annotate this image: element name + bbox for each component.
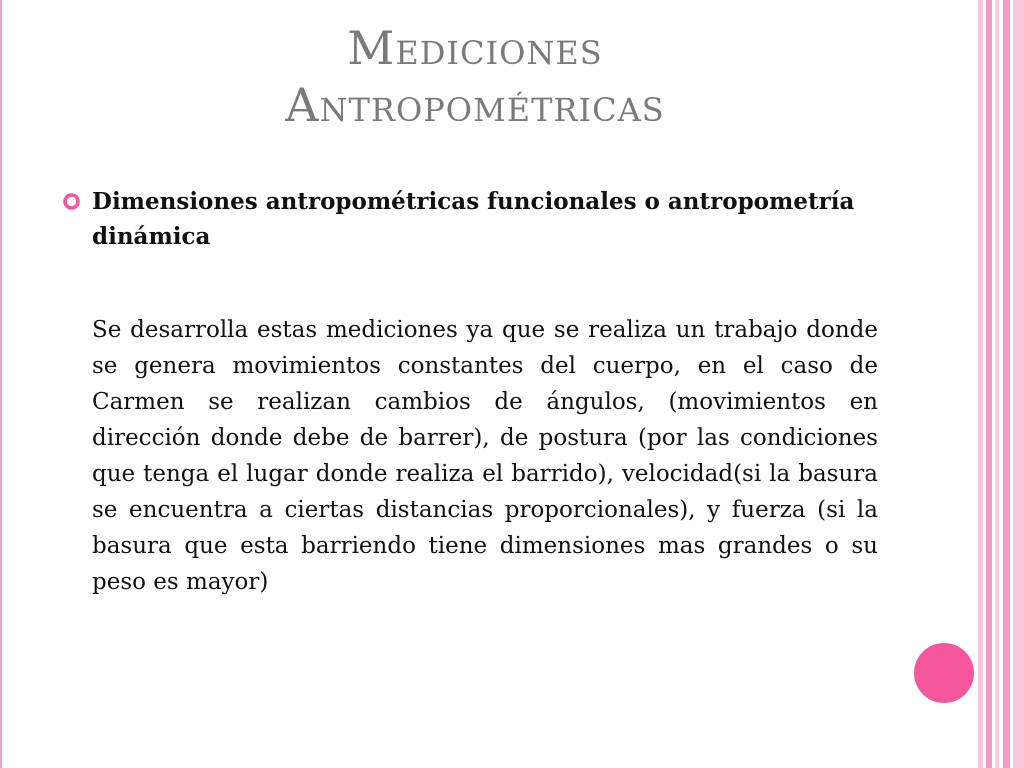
hollow-circle-icon: [63, 193, 80, 210]
decorative-circle: [914, 643, 974, 703]
decorative-stripe: [995, 0, 999, 768]
decorative-stripe: [1003, 0, 1010, 768]
decorative-stripe: [1013, 0, 1024, 768]
decorative-stripe: [986, 0, 992, 768]
decorative-stripe: [978, 0, 983, 768]
body-paragraph: Se desarrolla estas mediciones ya que se realiza un trabajo donde se genera movimientos constantes del cuerpo, en el caso de Carmen se realizan cambios de ángulos, (movimientos en dirección donde debe de barrer), de postura (por las condiciones que tenga el lugar donde realiza el barrido), velocidad(si la basura se encuentra a ciertas distancias proporcionales), y fuerza (si la basura que esta barriendo tiene dimensiones mas grandes o su peso es mayor): [92, 317, 878, 595]
slide-title: [150, 20, 800, 134]
bullet-heading: Dimensiones antropométricas funcionales o antropometría dinámica: [92, 188, 855, 250]
title-line-2: Antropométricas: [285, 78, 665, 132]
title-line-1: Mediciones: [347, 21, 603, 75]
